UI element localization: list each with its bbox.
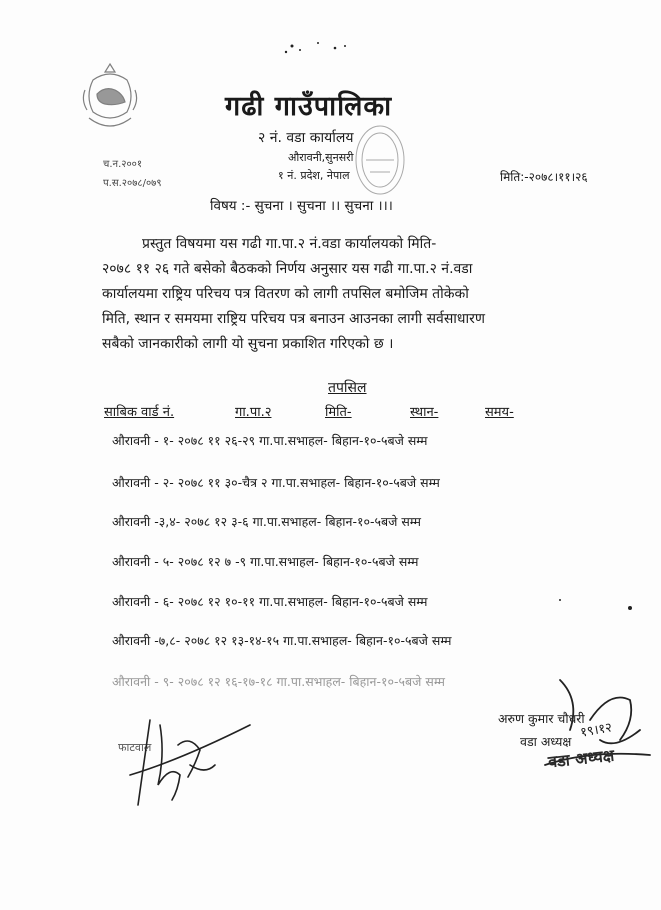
body-line: २०७८ ११ २६ गते बसेको बैठकको निर्णय अनुसार यस गढी गा.पा.२ नं.वडा <box>102 261 473 277</box>
schedule-row: औरावनी - २- २०७८ ११ ३०-चैत्र २ गा.पा.सभाहल- बिहान-१०-५बजे सम्म <box>112 475 440 490</box>
col-gapa: गा.पा.२ <box>235 405 272 420</box>
signatory-name: अरुण कुमार चौधरी <box>498 711 585 726</box>
col-old-ward: साबिक वार्ड नं. <box>104 405 175 420</box>
schedule-row: औरावनी - ६- २०७८ १२ १०-११ गा.पा.सभाहल- बिहान-१०-५बजे सम्म <box>112 594 428 609</box>
ward-office-name: २ नं. वडा कार्यालय <box>258 130 354 146</box>
body-line: सबैको जानकारीको लागी यो सुचना प्रकाशित गरिएको छ । <box>102 336 394 352</box>
signatory-role: वडा अध्यक्ष <box>520 734 572 749</box>
left-note: फाटवाल <box>118 741 152 754</box>
schedule-row: औरावनी - ५- २०७८ १२ ७ -९ गा.पा.सभाहल- बिहान-१०-५बजे सम्म <box>112 554 419 569</box>
col-place: स्थान- <box>410 405 439 420</box>
left-signature <box>120 705 260 815</box>
schedule-heading: तपसिल <box>328 380 367 396</box>
dispatch-number: च.न.२००१ <box>103 159 143 170</box>
body-line: मिति, स्थान र समयमा राष्ट्रिय परिचय पत्र बनाउन आउनका लागी सर्वसाधारण <box>102 311 486 327</box>
col-time: समय- <box>485 405 514 420</box>
body-line: प्रस्तुत विषयमा यस गढी गा.पा.२ नं.वडा कार्यालयको मिति- <box>142 236 437 252</box>
notice-body <box>102 232 642 357</box>
schedule-row: औरावनी - १- २०७८ ११ २६-२९ गा.पा.सभाहल- बिहान-१०-५बजे सम्म <box>112 433 428 448</box>
office-stamp <box>350 120 410 200</box>
municipality-title: गढी गाउँपालिका <box>225 91 393 122</box>
col-date: मिति- <box>325 405 352 420</box>
emblem-icon <box>75 60 145 138</box>
ward-chair-stamp: वडा अध्यक्ष <box>547 745 616 772</box>
schedule-row: औरावनी - ९- २०७८ १२ १६-१७-१८ गा.पा.सभाहल- बिहान-१०-५बजे सम्म <box>112 674 446 689</box>
body-line: कार्यालयमा राष्ट्रिय परिचय पत्र वितरण को लागी तपसिल बमोजिम तोकेको <box>102 286 469 302</box>
schedule-row: औरावनी -७,८- २०७८ १२ १३-१४-१५ गा.पा.सभाहल- बिहान-१०-५बजे सम्म <box>112 633 452 648</box>
schedule-row: औरावनी -३,४- २०७८ १२ ३-६ गा.पा.सभाहल- बिहान-१०-५बजे सम्म <box>112 514 422 529</box>
notice-subject: विषय :- सुचना । सुचना ।। सुचना ।।। <box>210 198 393 214</box>
letter-number: प.स.२०७८/०७९ <box>103 178 162 189</box>
notice-date: मिति:-२०७८।११।२६ <box>500 170 588 184</box>
office-location: औरावनी,सुनसरी <box>288 151 354 164</box>
province-name: १ नं. प्रदेश, नेपाल <box>278 169 350 182</box>
stamp-date: १९।१२ <box>579 720 614 741</box>
